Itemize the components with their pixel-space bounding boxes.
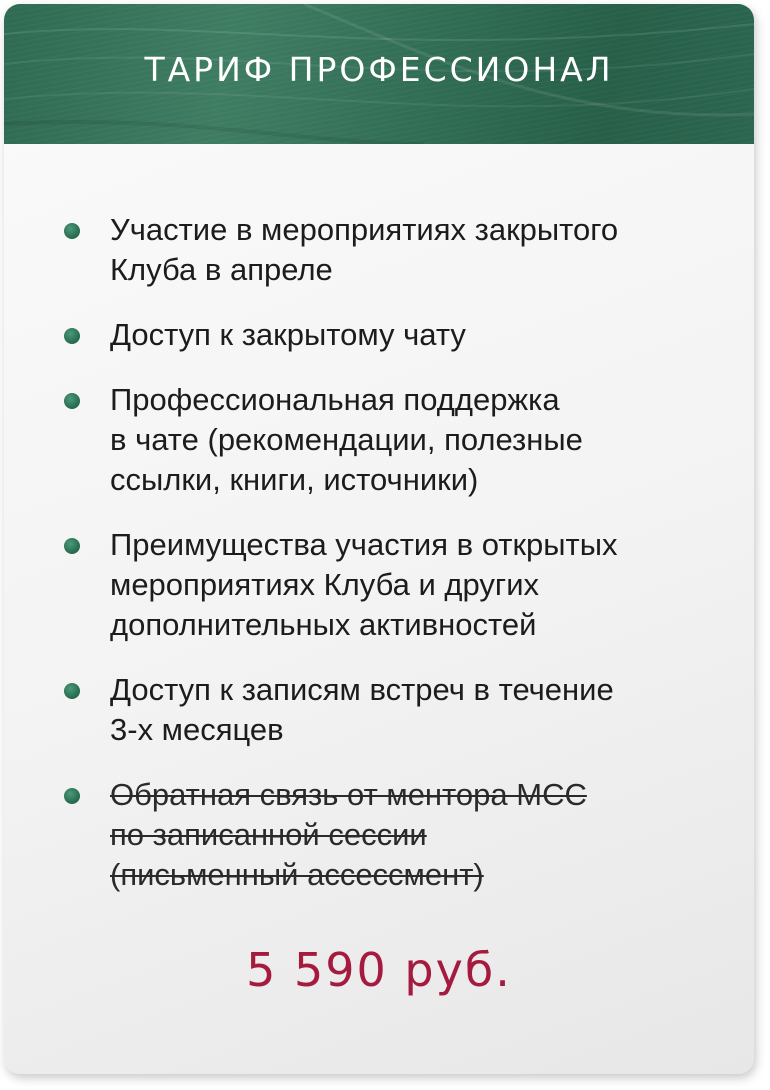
feature-item <box>4 670 754 750</box>
feature-item <box>4 210 754 290</box>
bullet-dot-icon <box>64 393 80 409</box>
tariff-title: ТАРИФ ПРОФЕССИОНАЛ <box>144 50 614 89</box>
feature-text: Профессиональная поддержка в чате (рекомендации, полезные ссылки, книги, источники) <box>110 382 583 497</box>
price-label: 5 590 руб. <box>246 943 512 997</box>
feature-text: Доступ к записям встреч в течение 3-х месяцев <box>110 672 614 747</box>
feature-item <box>4 525 754 645</box>
tariff-card <box>4 4 754 1074</box>
bullet-dot-icon <box>64 223 80 239</box>
feature-list <box>4 210 754 920</box>
feature-text: Обратная связь от ментора МСС по записанной сессии (письменный ассессмент) <box>110 777 587 892</box>
bullet-dot-icon <box>64 538 80 554</box>
bullet-dot-icon <box>64 788 80 804</box>
feature-text: Доступ к закрытому чату <box>110 317 466 352</box>
feature-text: Преимущества участия в открытых мероприятиях Клуба и других дополнительных активностей <box>110 527 618 642</box>
feature-item <box>4 315 754 355</box>
bullet-dot-icon <box>64 683 80 699</box>
card-header <box>4 4 754 144</box>
bullet-dot-icon <box>64 328 80 344</box>
feature-text: Участие в мероприятиях закрытого Клуба в апреле <box>110 212 619 287</box>
feature-item-unavailable <box>4 775 754 895</box>
feature-item <box>4 380 754 500</box>
